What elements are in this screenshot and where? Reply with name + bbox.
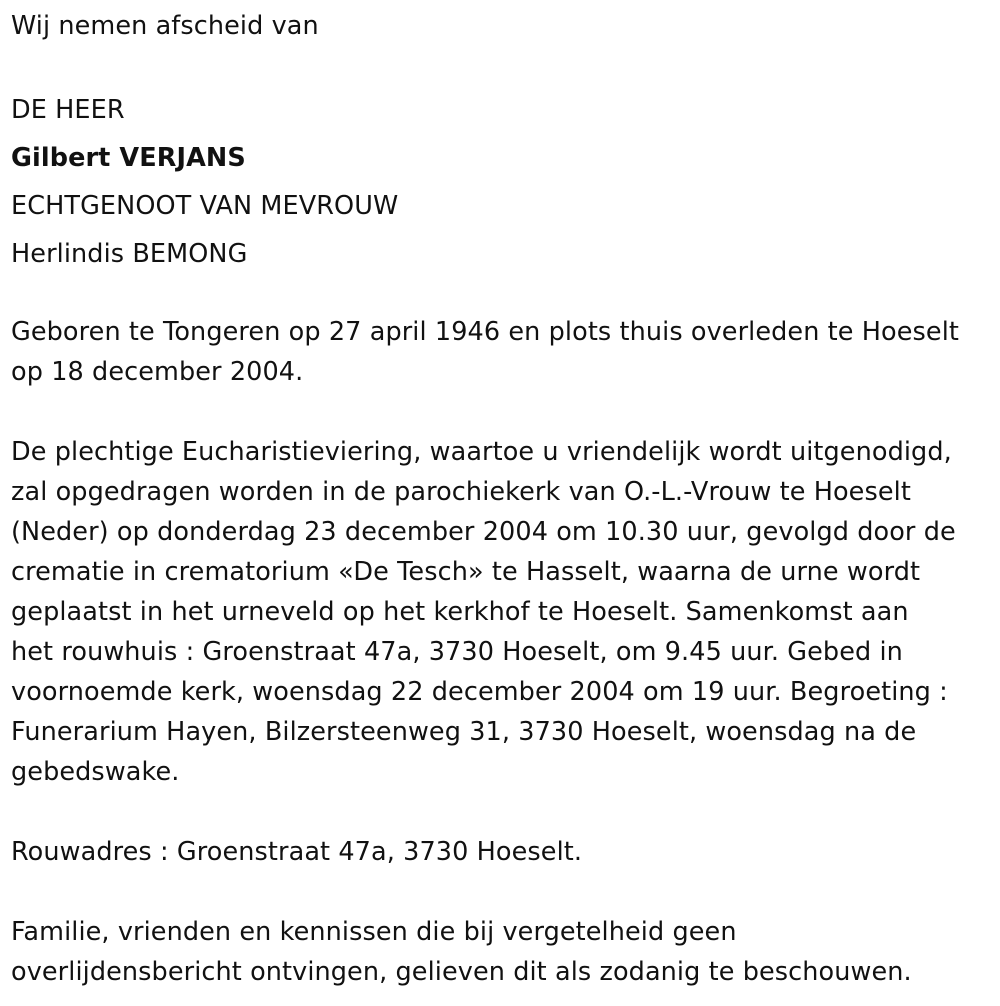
birth-death-paragraph xyxy=(11,312,996,392)
ceremony-line: geplaatst in het urneveld op het kerkhof te Hoeselt. Samenkomst aan xyxy=(11,597,909,627)
spacer xyxy=(11,392,996,432)
deceased-block xyxy=(11,86,996,278)
spouse-name: Herlindis BEMONG xyxy=(11,239,248,269)
ceremony-paragraph xyxy=(11,432,996,792)
deceased-name: Gilbert VERJANS xyxy=(11,143,246,173)
spacer xyxy=(11,792,996,832)
ceremony-line: voornoemde kerk, woensdag 22 december 2004 om 19 uur. Begroeting : xyxy=(11,677,948,707)
birth-death-line-2: op 18 december 2004. xyxy=(11,357,304,387)
title-prefix: DE HEER xyxy=(11,95,125,125)
spacer xyxy=(11,46,996,86)
ceremony-line: gebedswake. xyxy=(11,757,180,787)
ceremony-line: crematie in crematorium «De Tesch» te Hasselt, waarna de urne wordt xyxy=(11,557,921,587)
closing-line-1: Familie, vrienden en kennissen die bij vergetelheid geen xyxy=(11,917,737,947)
ceremony-line: zal opgedragen worden in de parochiekerk van O.-L.-Vrouw te Hoeselt xyxy=(11,477,911,507)
ceremony-line: (Neder) op donderdag 23 december 2004 om 10.30 uur, gevolgd door de xyxy=(11,517,956,547)
ceremony-line: het rouwhuis : Groenstraat 47a, 3730 Hoeselt, om 9.45 uur. Gebed in xyxy=(11,637,903,667)
spouse-title: ECHTGENOOT VAN MEVROUW xyxy=(11,191,399,221)
intro-text: Wij nemen afscheid van xyxy=(11,11,319,41)
birth-death-line-1: Geboren te Tongeren op 27 april 1946 en plots thuis overleden te Hoeselt xyxy=(11,317,959,347)
spacer xyxy=(11,278,996,312)
closing-paragraph xyxy=(11,912,996,992)
mourning-address: Rouwadres : Groenstraat 47a, 3730 Hoeselt. xyxy=(11,837,583,867)
obituary-notice xyxy=(11,6,996,992)
ceremony-line: Funerarium Hayen, Bilzersteenweg 31, 3730 Hoeselt, woensdag na de xyxy=(11,717,917,747)
spacer xyxy=(11,872,996,912)
ceremony-line: De plechtige Eucharistieviering, waartoe u vriendelijk wordt uitgenodigd, xyxy=(11,437,952,467)
closing-line-2: overlijdensbericht ontvingen, gelieven dit als zodanig te beschouwen. xyxy=(11,957,912,987)
